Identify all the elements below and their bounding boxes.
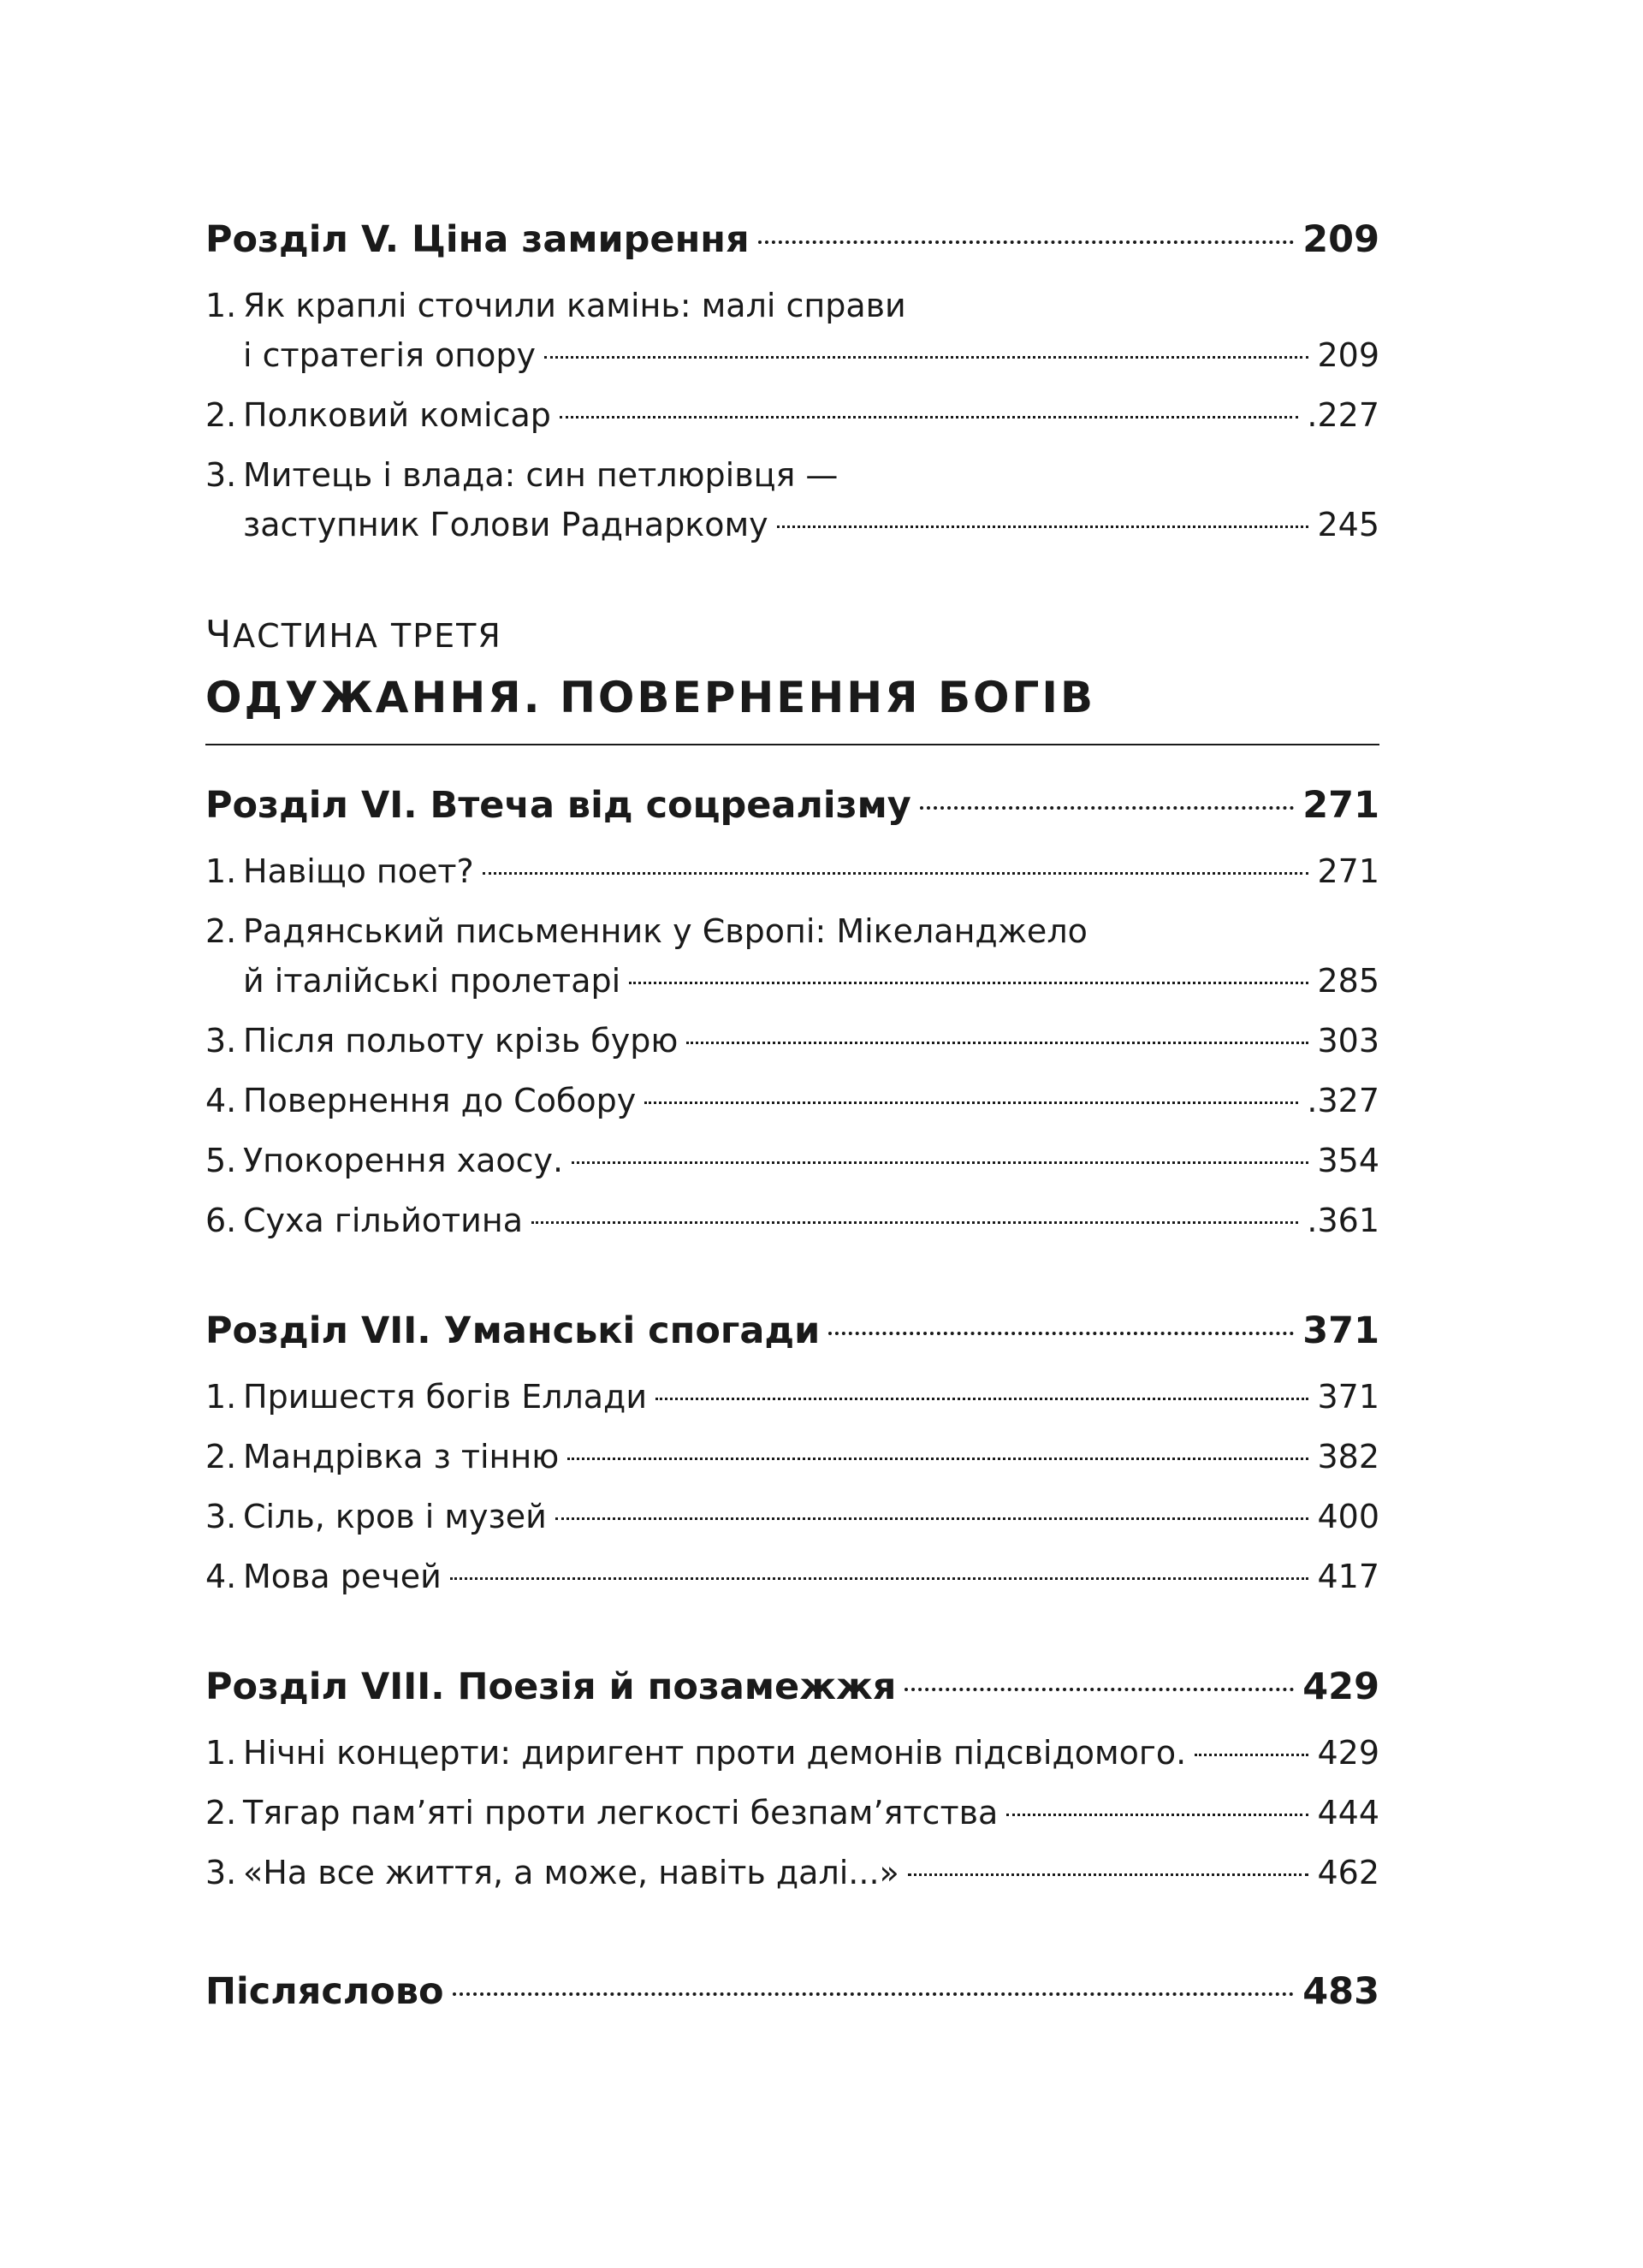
toc-entry[interactable] [205, 1076, 1379, 1125]
toc-entry[interactable] [205, 1432, 1379, 1481]
entry-number: 3. [205, 1854, 237, 1891]
page-number: 271 [1302, 784, 1379, 827]
toc-entry[interactable] [205, 1728, 1379, 1778]
entry-title: Упокорення хаосу. [243, 1142, 564, 1179]
entry-number: 5. [205, 1142, 237, 1179]
entry-number: 4. [205, 1082, 237, 1119]
leader-dots [450, 1577, 1309, 1580]
entry-number: 6. [205, 1202, 237, 1239]
chapter-6-section [205, 780, 1379, 1245]
chapter-title: Розділ VII. Уманські спогади [205, 1309, 821, 1352]
leader-dots [1006, 1814, 1308, 1816]
entry-title: Мандрівка з тінню [243, 1438, 560, 1475]
toc-entry[interactable] [205, 1372, 1379, 1422]
leader-dots [531, 1221, 1298, 1224]
leader-dots [453, 1992, 1295, 1996]
leader-dots [629, 982, 1308, 984]
toc-entry[interactable] [205, 390, 1379, 440]
leader-dots [686, 1042, 1308, 1044]
divider [205, 744, 1379, 745]
leader-dots [644, 1101, 1298, 1104]
toc-entry[interactable] [205, 1016, 1379, 1066]
chapter-8-heading[interactable] [205, 1661, 1379, 1713]
afterword-title: Післяслово [205, 1970, 444, 2013]
entry-title: Сіль, кров і музей [243, 1498, 547, 1535]
toc-entry[interactable] [205, 1788, 1379, 1838]
leader-dots [905, 1688, 1294, 1691]
leader-dots [777, 525, 1309, 528]
part-label: ЧАСТИНА ТРЕТЯ [205, 613, 502, 656]
page-number: 444 [1317, 1794, 1379, 1832]
entry-title: «На все життя, а може, навіть далі...» [243, 1854, 899, 1891]
chapter-title: Розділ V. Ціна замирення [205, 218, 750, 261]
leader-dots [920, 806, 1294, 810]
entry-title: Полковий комісар [243, 396, 551, 434]
toc-entry[interactable] [205, 1136, 1379, 1185]
leader-dots [908, 1873, 1309, 1876]
afterword-heading[interactable] [205, 1966, 1379, 2017]
page-number: 462 [1317, 1854, 1379, 1891]
leader-dots [1195, 1754, 1308, 1756]
entry-number: 3. [205, 1498, 237, 1535]
entry-number: 1. [205, 287, 237, 324]
part-title: ОДУЖАННЯ. ПОВЕРНЕННЯ БОГІВ [205, 673, 1096, 722]
chapter-5-heading[interactable] [205, 214, 1379, 265]
page-number: 429 [1302, 1665, 1379, 1708]
chapter-8-section [205, 1661, 1379, 1897]
entry-number: 1. [205, 1378, 237, 1416]
chapter-5-section [205, 214, 1379, 549]
entry-number: 1. [205, 1734, 237, 1772]
leader-dots [483, 872, 1309, 875]
chapter-7-heading[interactable] [205, 1305, 1379, 1357]
entry-number: 3. [205, 1022, 237, 1060]
entry-title: Пришестя богів Еллади [243, 1378, 648, 1416]
entry-number: 3. [205, 456, 237, 494]
toc-entry[interactable] [205, 1196, 1379, 1245]
entry-title-line2: й італійські пролетарі [243, 962, 621, 1000]
page-number: 371 [1302, 1309, 1379, 1352]
toc-entry[interactable] [205, 1492, 1379, 1541]
entry-number: 2. [205, 1438, 237, 1475]
page-number: 209 [1317, 336, 1379, 374]
leader-dots [544, 356, 1308, 359]
chapter-6-heading[interactable] [205, 780, 1379, 831]
page-number: 400 [1317, 1498, 1379, 1535]
entry-title: Після польоту крізь бурю [243, 1022, 679, 1060]
entry-title-line2: і стратегія опору [243, 336, 536, 374]
page-number: 371 [1317, 1378, 1379, 1416]
entry-number: 4. [205, 1558, 237, 1595]
entry-title: Навіщо поет? [243, 852, 474, 890]
chapter-title: Розділ VI. Втеча від соцреалізму [205, 784, 911, 827]
toc-entry[interactable] [205, 1552, 1379, 1601]
entry-title: Суха гільйотина [243, 1202, 523, 1239]
toc-entry[interactable] [205, 1848, 1379, 1897]
page-number: .361 [1307, 1202, 1379, 1239]
leader-dots [758, 240, 1295, 244]
page-number: 354 [1317, 1142, 1379, 1179]
entry-title: Тягар пам’яті проти легкості безпам’ятства [243, 1794, 999, 1832]
entry-title: Нічні концерти: диригент проти демонів підсвідомого. [243, 1734, 1187, 1772]
toc-entry[interactable] [205, 906, 1379, 1006]
toc-entry[interactable] [205, 846, 1379, 896]
leader-dots [560, 416, 1298, 419]
entry-title-line1: Як краплі сточили камінь: малі справи [243, 287, 906, 324]
leader-dots [828, 1332, 1294, 1335]
page-number: 271 [1317, 852, 1379, 890]
entry-title-line1: Митець і влада: син петлюрівця — [243, 456, 839, 494]
page-number: .327 [1307, 1082, 1379, 1119]
entry-number: 2. [205, 912, 237, 950]
entry-title: Повернення до Собору [243, 1082, 637, 1119]
entry-number: 1. [205, 852, 237, 890]
toc-entry[interactable] [205, 281, 1379, 380]
page-number: 382 [1317, 1438, 1379, 1475]
leader-dots [655, 1398, 1308, 1400]
page-number: 285 [1317, 962, 1379, 1000]
entry-number: 2. [205, 396, 237, 434]
chapter-title: Розділ VIII. Поезія й позамежжя [205, 1665, 897, 1708]
leader-dots [567, 1458, 1308, 1460]
entry-title-line2: заступник Голови Раднаркому [243, 506, 768, 543]
toc-entry[interactable] [205, 450, 1379, 549]
page-number: .227 [1307, 396, 1379, 434]
leader-dots [572, 1161, 1308, 1164]
page-number: 483 [1302, 1970, 1379, 2013]
page-number: 303 [1317, 1022, 1379, 1060]
page-number: 429 [1317, 1734, 1379, 1772]
entry-title: Мова речей [243, 1558, 442, 1595]
page-number: 209 [1302, 218, 1379, 261]
part-heading [205, 609, 1379, 745]
table-of-contents [205, 214, 1379, 2033]
chapter-7-section [205, 1305, 1379, 1601]
page-number: 245 [1317, 506, 1379, 543]
entry-number: 2. [205, 1794, 237, 1832]
page-number: 417 [1317, 1558, 1379, 1595]
leader-dots [555, 1517, 1309, 1520]
entry-title-line1: Радянський письменник у Європі: Мікеланджело [243, 912, 1088, 950]
